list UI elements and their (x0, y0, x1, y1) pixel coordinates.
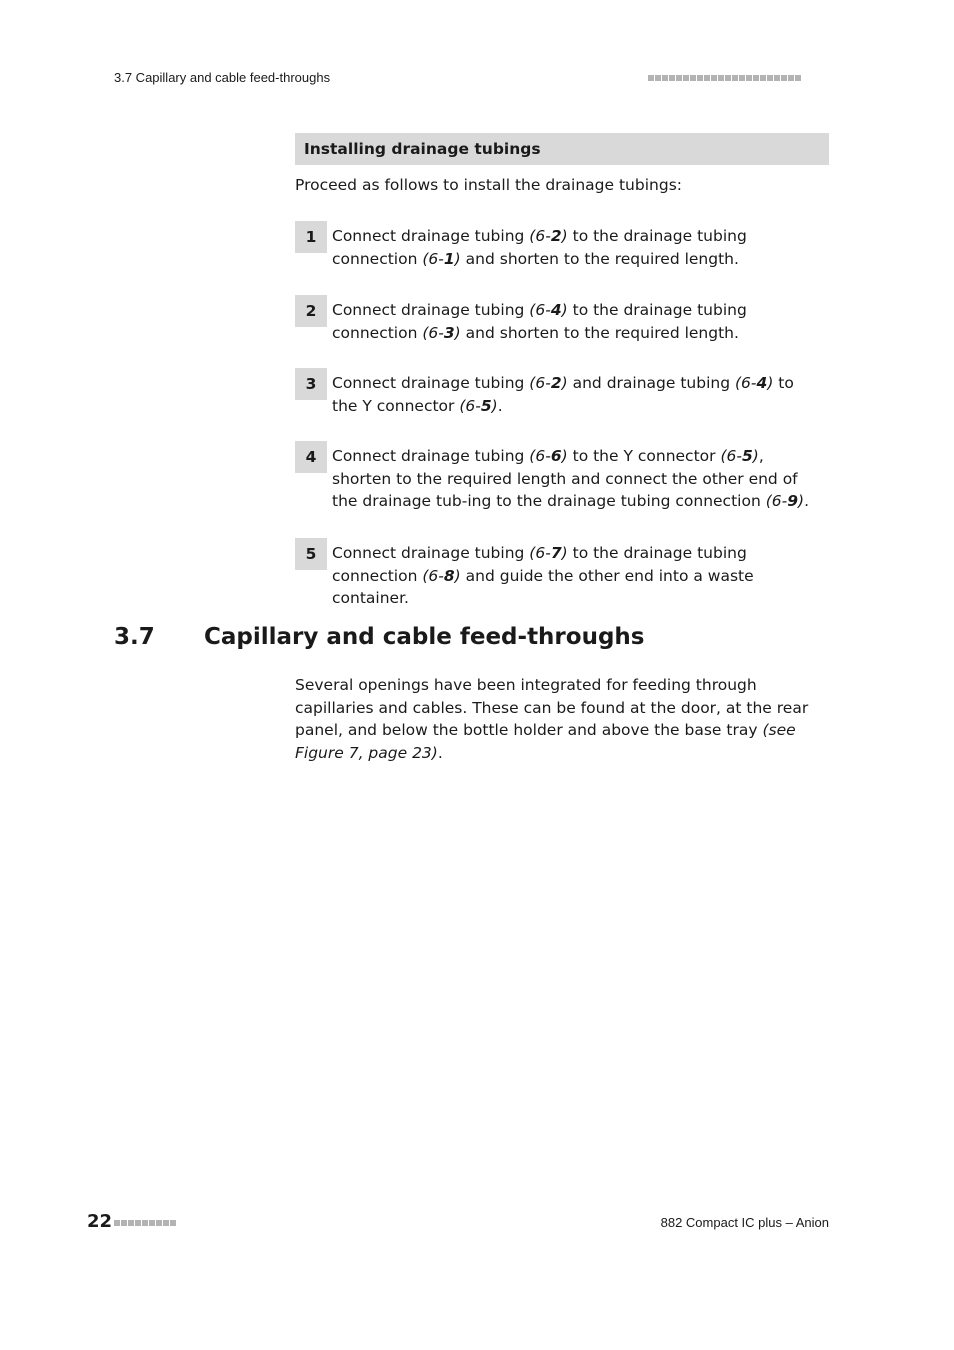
step-number-badge: 5 (295, 538, 327, 570)
item-number: 9 (787, 492, 799, 510)
item-number: 2 (550, 227, 562, 245)
marker-square (114, 1220, 120, 1226)
figure-item-ref[interactable]: (6-4) (734, 374, 774, 392)
figure-number: 6 (428, 249, 439, 268)
section-body-text: Several openings have been integrated for feeding through capillaries and cables. These can be found at the door, at the rear panel, and below the bottle holder and above the base tray (295, 676, 809, 739)
step-text-run: and guide the other end into a waste container. (332, 566, 754, 607)
figure-number: 6 (535, 374, 546, 392)
marker-square (774, 75, 780, 81)
marker-square (170, 1220, 176, 1226)
marker-square (690, 75, 696, 81)
figure-number: 6 (771, 492, 782, 510)
figure-crossref-link[interactable]: (see Figure 7, page 23) (295, 721, 796, 762)
step-text (332, 445, 822, 513)
figure-item-ref[interactable]: (6-8) (422, 566, 461, 585)
marker-square (739, 75, 745, 81)
item-number: 4 (550, 301, 562, 319)
step-text (332, 225, 822, 270)
figure-item-ref[interactable]: (6-3) (422, 323, 461, 342)
header-marker-squares (648, 75, 801, 81)
section-paragraph (295, 674, 829, 764)
procedure-title-box (295, 133, 829, 165)
marker-square (746, 75, 752, 81)
marker-square (725, 75, 731, 81)
item-number: 3 (443, 323, 455, 342)
step-number-badge: 3 (295, 368, 327, 400)
marker-square (683, 75, 689, 81)
marker-square (781, 75, 787, 81)
section-number: 3.7 (114, 624, 155, 650)
step-text-run: Connect drainage tubing (332, 447, 530, 465)
marker-square (156, 1220, 162, 1226)
figure-number: 6 (535, 447, 546, 465)
marker-square (142, 1220, 148, 1226)
step-number-badge: 2 (295, 295, 327, 327)
marker-square (121, 1220, 127, 1226)
figure-number: 6 (428, 323, 439, 342)
page-number: 22 (87, 1211, 113, 1232)
figure-item-ref[interactable]: (6-1) (422, 249, 461, 268)
step-text-run: and shorten to the required length. (460, 249, 739, 268)
marker-square (732, 75, 738, 81)
step-text-run: and drainage tubing (567, 374, 735, 392)
figure-item-ref[interactable]: (6-4) (529, 301, 568, 319)
marker-square (697, 75, 703, 81)
marker-square (718, 75, 724, 81)
figure-item-ref[interactable]: (6-5) (720, 447, 759, 465)
step-text (332, 372, 822, 417)
step-text-run: to the drainage tubing connection (332, 227, 747, 268)
step-text-run: , shorten to the required length and connect the other end of the drainage tub-ing to the drainage tubing connection (332, 447, 798, 510)
marker-square (662, 75, 668, 81)
marker-square (676, 75, 682, 81)
marker-square (767, 75, 773, 81)
step-text-run: Connect drainage tubing (332, 301, 530, 319)
marker-square (128, 1220, 134, 1226)
procedure-intro: Proceed as follows to install the drainage tubings: (295, 176, 682, 194)
item-number: 4 (756, 374, 768, 392)
step-number-badge: 1 (295, 221, 327, 253)
step-text-run: Connect drainage tubing (332, 544, 530, 562)
step-text-run: to the drainage tubing connection (332, 301, 747, 342)
figure-number: 6 (428, 566, 439, 585)
footer-marker-squares (114, 1220, 176, 1226)
section-title: Capillary and cable feed-throughs (204, 624, 645, 650)
figure-number: 6 (741, 374, 751, 392)
marker-square (669, 75, 675, 81)
figure-number: 6 (535, 544, 546, 562)
procedure-title: Installing drainage tubings (304, 140, 541, 158)
marker-square (788, 75, 794, 81)
item-number: 8 (443, 566, 455, 585)
item-number: 5 (741, 447, 753, 465)
figure-item-ref[interactable]: (6-6) (529, 447, 568, 465)
figure-item-ref[interactable]: (6-9) (765, 492, 805, 510)
step-text-run: and shorten to the required length. (460, 323, 739, 342)
figure-number: 6 (535, 301, 546, 319)
step-text-run: to the drainage tubing connection (332, 544, 747, 585)
step-text-run: to the Y connector (332, 374, 794, 415)
step-text-run: to the Y connector (567, 447, 721, 465)
marker-square (753, 75, 759, 81)
figure-number: 6 (465, 396, 476, 415)
marker-square (655, 75, 661, 81)
figure-number: 6 (726, 447, 737, 465)
step-text (332, 542, 822, 610)
marker-square (135, 1220, 141, 1226)
running-footer-product: 882 Compact IC plus – Anion (660, 1215, 829, 1230)
step-text-run: Connect drainage tubing (332, 374, 530, 392)
marker-square (648, 75, 654, 81)
item-number: 2 (550, 374, 562, 392)
step-text (332, 299, 822, 344)
step-text-run: . (497, 396, 503, 415)
figure-item-ref[interactable]: (6-2) (529, 374, 568, 392)
marker-square (795, 75, 801, 81)
figure-item-ref[interactable]: (6-7) (529, 544, 568, 562)
running-header-section: 3.7 Capillary and cable feed-throughs (114, 70, 331, 85)
marker-square (704, 75, 710, 81)
step-text-run: Connect drainage tubing (332, 227, 530, 245)
marker-square (163, 1220, 169, 1226)
section-body-end: . (437, 743, 443, 762)
step-number-badge: 4 (295, 441, 327, 473)
item-number: 5 (480, 396, 492, 415)
figure-number: 6 (535, 227, 546, 245)
figure-item-ref[interactable]: (6-2) (529, 227, 568, 245)
item-number: 7 (550, 544, 562, 562)
step-text-run: . (804, 492, 810, 510)
item-number: 6 (550, 447, 562, 465)
marker-square (711, 75, 717, 81)
marker-square (149, 1220, 155, 1226)
marker-square (760, 75, 766, 81)
figure-item-ref[interactable]: (6-5) (459, 396, 498, 415)
item-number: 1 (443, 249, 455, 268)
